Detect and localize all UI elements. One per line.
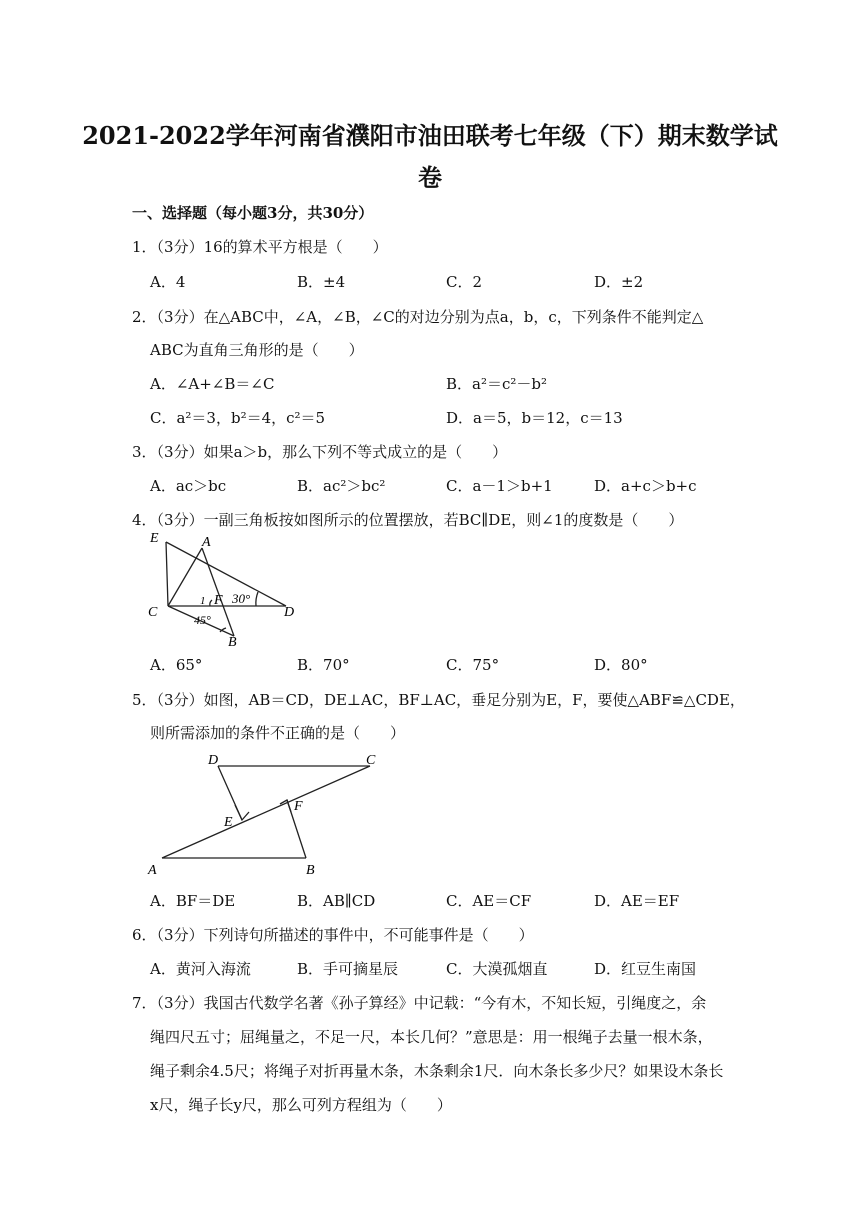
label-D: D: [284, 605, 295, 620]
label-C: C: [148, 605, 158, 620]
question-2-option-b: B．a²＝c²－b²: [446, 375, 548, 393]
question-6-option-b: B．手可摘星辰: [297, 960, 399, 978]
question-1-option-a: A．4: [150, 273, 186, 291]
question-4-option-b: B．70°: [297, 656, 350, 674]
question-4-stem: 4．（3分）一副三角板按如图所示的位置摆放，若BC∥DE，则∠1的度数是（ ）: [132, 511, 684, 529]
label-E: E: [150, 531, 159, 546]
question-6-option-a: A．黄河入海流: [150, 960, 251, 978]
question-2-stem-line-2: ABC为直角三角形的是（ ）: [150, 341, 364, 359]
label-E: E: [224, 815, 233, 830]
question-1-option-d: D．±2: [594, 273, 644, 291]
right-angle-marker-E: [235, 805, 249, 820]
label-A: A: [148, 863, 157, 878]
question-6-option-c: C．大漠孤烟直: [446, 960, 548, 978]
angle-30-arc: [256, 592, 258, 606]
question-2-stem-line-1: 2．（3分）在△ABC中，∠A，∠B，∠C的对边分别为点a，b，c，下列条件不能判定△: [132, 308, 704, 326]
question-4-option-c: C．75°: [446, 656, 500, 674]
question-5-stem-line-1: 5．（3分）如图，AB＝CD，DE⊥AC，BF⊥AC，垂足分别为E，F，要使△ABF≌△CDE，: [132, 691, 745, 709]
segment-EC: [166, 542, 168, 606]
label-angle-1: 1: [200, 595, 206, 607]
question-4-option-a: A．65°: [150, 656, 203, 674]
question-4-figure: [146, 528, 296, 648]
label-F: F: [294, 799, 303, 814]
question-3-stem: 3．（3分）如果a＞b，那么下列不等式成立的是（ ）: [132, 443, 508, 461]
exam-title-line-1: 2021-2022学年河南省濮阳市油田联考七年级（下）期末数学试: [82, 121, 778, 150]
question-7-line-2: 绳四尺五寸；屈绳量之，不足一尺，本长几何？”意思是：用一根绳子去量一根木条，: [150, 1028, 713, 1046]
label-C: C: [366, 753, 376, 768]
question-4-option-d: D．80°: [594, 656, 648, 674]
label-angle-45: 45°: [194, 613, 211, 627]
question-6-stem: 6．（3分）下列诗句所描述的事件中，不可能事件是（ ）: [132, 926, 534, 944]
exam-title-line-2: 卷: [418, 163, 442, 192]
label-F: F: [214, 593, 223, 608]
question-1-stem: 1．（3分）16的算术平方根是（ ）: [132, 238, 388, 256]
question-2-option-a: A．∠A+∠B＝∠C: [150, 375, 275, 393]
question-5-option-a: A．BF＝DE: [150, 892, 236, 910]
label-angle-30: 30°: [232, 591, 251, 606]
question-3-option-b: B．ac²＞bc²: [297, 477, 386, 495]
question-5-option-d: D．AE＝EF: [594, 892, 680, 910]
label-D: D: [208, 753, 219, 768]
question-2-option-d: D．a＝5，b＝12，c＝13: [446, 409, 623, 427]
segment-AC: [162, 766, 370, 858]
question-5-option-c: C．AE＝CF: [446, 892, 532, 910]
question-5-option-b: B．AB∥CD: [297, 892, 376, 910]
question-1-option-b: B．±4: [297, 273, 346, 291]
question-7-line-3: 绳子剩余4.5尺；将绳子对折再量木条，木条剩余1尺．向木条长多少尺？如果设木条长: [150, 1062, 724, 1080]
question-7-line-1: 7．（3分）我国古代数学名著《孙子算经》中记载：“今有木，不知长短，引绳度之，余: [132, 994, 707, 1012]
label-B: B: [306, 863, 315, 878]
question-3-option-c: C．a－1＞b+1: [446, 477, 553, 495]
segment-ED: [166, 542, 286, 606]
question-7-line-4: x尺，绳子长y尺，那么可列方程组为（ ）: [150, 1096, 452, 1114]
question-2-option-c: C．a²＝3，b²＝4，c²＝5: [150, 409, 326, 427]
section-heading: 一、选择题（每小题3分，共30分）: [132, 204, 374, 222]
question-3-option-d: D．a+c＞b+c: [594, 477, 697, 495]
segment-CA: [168, 548, 202, 606]
question-5-stem-line-2: 则所需添加的条件不正确的是（ ）: [150, 724, 406, 742]
label-A: A: [202, 535, 211, 550]
question-5-figure: [146, 746, 386, 878]
question-3-option-a: A．ac＞bc: [150, 477, 227, 495]
label-B: B: [228, 635, 237, 648]
question-6-option-d: D．红豆生南国: [594, 960, 697, 978]
angle-1-arc: [210, 600, 212, 606]
question-1-option-c: C．2: [446, 273, 483, 291]
